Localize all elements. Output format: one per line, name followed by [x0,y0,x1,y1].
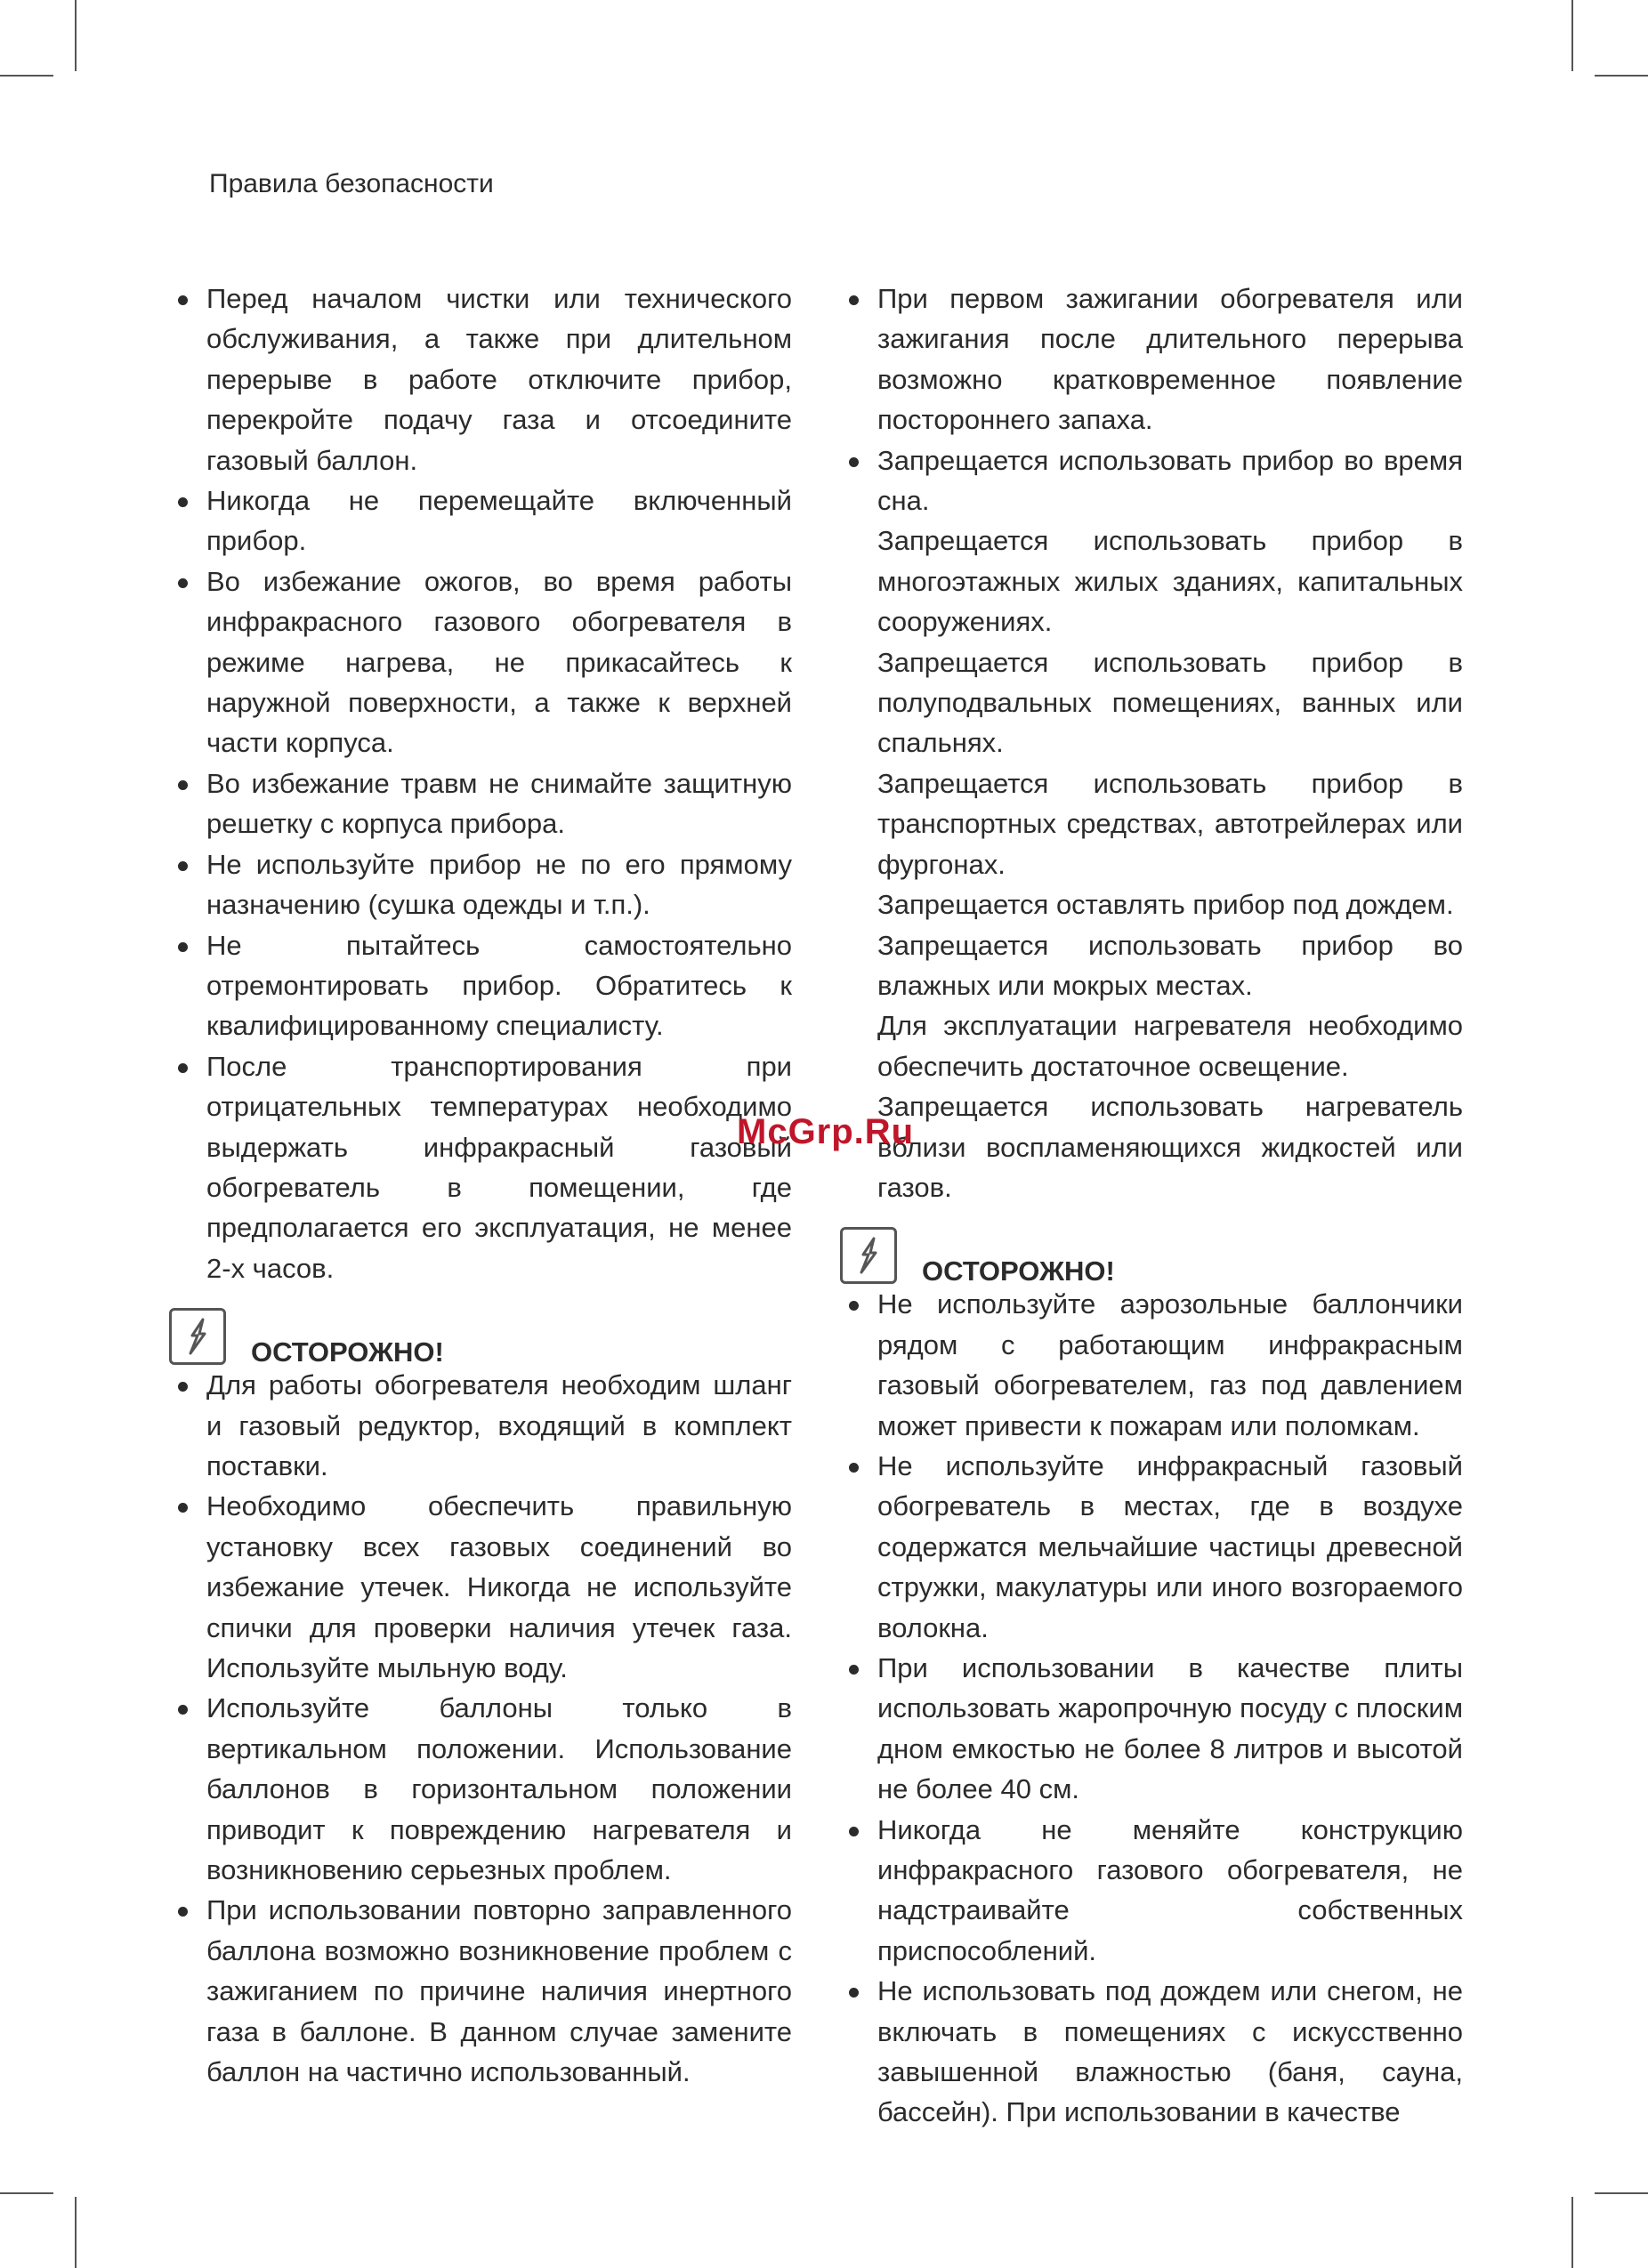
list-item: Не используйте аэрозольные баллончики рядом с работающим инфракрасным газовый обогревателем, газ под давлением может привести к пожарам или поломкам. [840,1284,1463,1446]
warning-list [840,1284,1463,2133]
list-item: Запрещается использовать прибор во время сна. [840,440,1463,521]
crop-mark [1571,2197,1573,2268]
page-header: Правила безопасности [209,169,494,198]
sub-paragraph: Запрещается использовать прибор в многоэтажных жилых зданиях, капитальных сооружениях. [877,525,1463,638]
list-item: Во избежание ожогов, во время работы инфракрасного газового обогревателя в режиме нагрева, не прикасайтесь к наружной поверхности, а также к верхней части корпуса. [169,561,792,763]
list-item: После транспортирования при отрицательных температурах необходимо выдержать инфракрасный газовый обогреватель в помещении, где предполагается его эксплуатация, не менее 2-х часов. [169,1046,792,1288]
crop-mark [75,2197,77,2268]
list-item: Не используйте инфракрасный газовый обогреватель в местах, где в воздухе содержатся мельчайшие частицы древесной стружки, макулатуры или иного возгораемого волокна. [840,1446,1463,1648]
list-item: Используйте баллоны только в вертикальном положении. Использование баллонов в горизонтальном положении приводит к повреждению нагревателя и возникновению серьезных проблем. [169,1688,792,1890]
sub-paragraph: Запрещается использовать нагреватель вблизи воспламеняющихся жидкостей или газов. [877,1091,1463,1203]
list-item: При использовании повторно заправленного баллона возможно возникновение проблем с зажиганием по причине наличия инертного газа в баллоне. В данном случае замените баллон на частично использованный. [169,1890,792,2092]
safety-list [840,278,1463,521]
sub-paragraph: Запрещается использовать прибор во влажных или мокрых местах. [877,929,1463,1001]
warning-heading [169,1301,792,1368]
list-item: Необходимо обеспечить правильную установку всех газовых соединений во избежание утечек. Никогда не используйте спички для проверки наличия утечек газа. Используйте мыльную воду. [169,1486,792,1688]
sub-paragraph: Запрещается использовать прибор в полуподвальных помещениях, ванных или спальнях. [877,646,1463,759]
crop-mark [75,0,77,71]
warning-heading [840,1220,1463,1287]
list-item: При использовании в качестве плиты использовать жаропрочную посуду с плоским дном емкостью не более 8 литров и высотой не более 40 см. [840,1648,1463,1810]
right-column [840,278,1463,2133]
crop-mark [0,2192,53,2194]
list-item: Никогда не меняйте конструкцию инфракрасного газового обогревателя, не надстраивайте собственных приспособлений. [840,1810,1463,1972]
warning-title: ОСТОРОЖНО! [922,1255,1115,1287]
list-item: Не использовать под дождем или снегом, не включать в помещениях с искусственно завышенной влажностью (баня, сауна, бассейн). При использовании в качестве [840,1971,1463,2133]
left-column [169,278,792,2092]
safety-list [169,278,792,1288]
sub-paragraph: Запрещается использовать прибор в транспортных средствах, автотрейлерах или фургонах. [877,767,1463,880]
electric-warning-icon [840,1227,897,1284]
crop-mark [1595,2192,1648,2194]
electric-warning-icon [169,1308,226,1365]
warning-list [169,1365,792,2092]
list-item: Перед началом чистки или технического обслуживания, а также при длительном перерыве в работе отключите прибор, перекройте подачу газа и отсоедините газовый баллон. [169,278,792,480]
list-item: Не пытайтесь самостоятельно отремонтировать прибор. Обратитесь к квалифицированному специалисту. [169,925,792,1046]
list-item: При первом зажигании обогревателя или зажигания после длительного перерыва возможно кратковременное появление постороннего запаха. [840,278,1463,440]
list-item: Для работы обогревателя необходим шланг и газовый редуктор, входящий в комплект поставки. [169,1365,792,1486]
warning-title: ОСТОРОЖНО! [251,1336,444,1368]
crop-mark [1571,0,1573,71]
sub-paragraph: Для эксплуатации нагревателя необходимо обеспечить достаточное освещение. [877,1010,1463,1082]
list-item: Никогда не перемещайте включенный прибор. [169,480,792,561]
crop-mark [0,75,53,77]
list-item: Во избежание травм не снимайте защитную решетку с корпуса прибора. [169,763,792,844]
crop-mark [1595,75,1648,77]
list-item: Не используйте прибор не по его прямому назначению (сушка одежды и т.п.). [169,844,792,925]
watermark: McGrp.Ru [737,1112,915,1151]
sub-paragraph: Запрещается оставлять прибор под дождем. [877,889,1454,921]
